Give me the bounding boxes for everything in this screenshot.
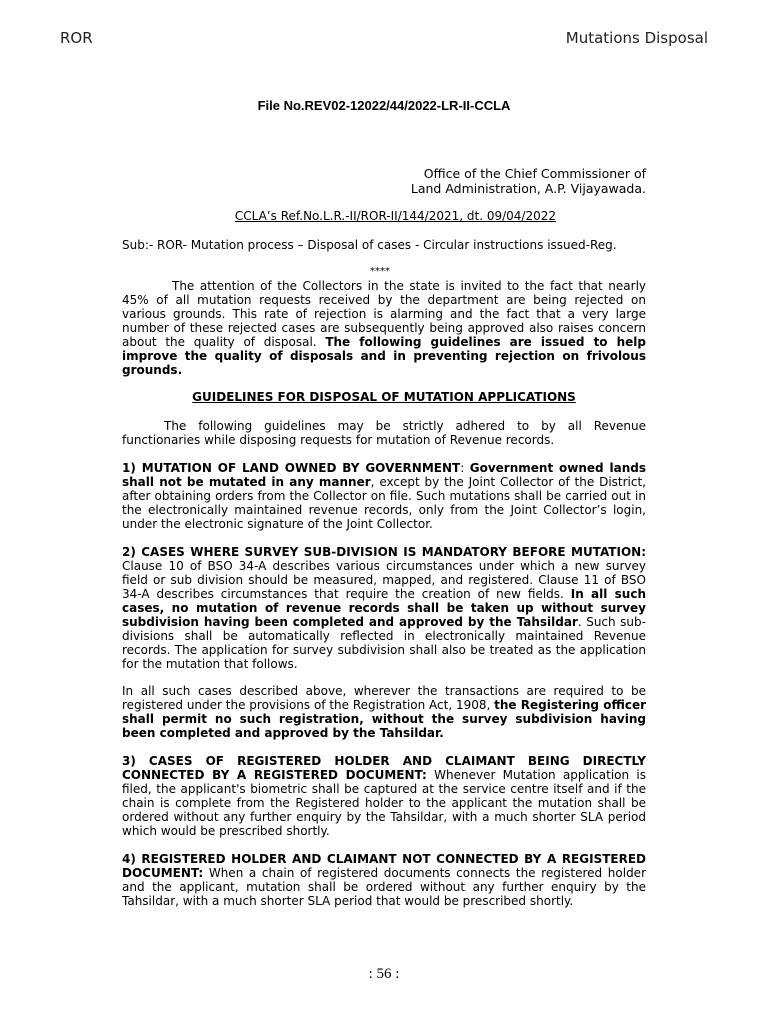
item-3-title: 3) CASES OF REGISTERED HOLDER AND CLAIMANT BEING DIRECTLY CONNECTED BY A REGISTERED DOCUMENT: [122,754,646,782]
item-2-title: 2) CASES WHERE SURVEY SUB-DIVISION IS MANDATORY BEFORE MUTATION: [122,545,646,559]
item-2-bold-text: In all such cases, no mutation of revenue records shall be taken up without survey subdivision having been completed and approved by the Tahsildar [122,587,646,629]
item-1-title: 1) MUTATION OF LAND OWNED BY GOVERNMENT [122,461,461,475]
guideline-item-1 [122,461,646,531]
intro-bold-text: The following guidelines are issued to help improve the quality of disposals and in preventing rejection on frivolous grounds. [122,335,646,377]
section-heading: GUIDELINES FOR DISPOSAL OF MUTATION APPLICATIONS [192,390,576,404]
separator-stars: **** [370,266,390,277]
office-line-2: Land Administration, A.P. Vijayawada. [410,181,646,196]
preamble-paragraph: The following guidelines may be strictly adhered to by all Revenue functionaries while disposing requests for mutation of Revenue records. [122,419,646,447]
item-2-text-1: Clause 10 of BSO 34-A describes various circumstances under which a new survey field or sub division should be measured, mapped, and registered. Clause 11 of BSO 34-A describes circumstances that require the creation of new fields. [122,559,646,601]
guideline-item-2 [122,545,646,671]
subject-line: Sub:- ROR- Mutation process – Disposal of cases - Circular instructions issued-Reg. [122,238,617,252]
office-address [411,166,646,196]
registration-note [122,684,646,740]
item-1-text: , except by the Joint Collector of the District, after obtaining orders from the Collector on file. Such mutations shall be carried out in the electronically maintained revenue records, only from the Joint Collector’s login, under the electronic signature of the Joint Collector. [122,475,646,531]
running-header-right: Mutations Disposal [565,29,708,47]
item-1-bold-text: Government owned lands shall not be mutated in any manner [122,461,646,489]
intro-text: The attention of the Collectors in the state is invited to the fact that nearly 45% of all mutation requests received by the department are being rejected on various grounds. This rate of rejection is alarming and the fact that a very large number of these rejected cases are subsequently being approved also raises concern about the quality of disposal. [122,279,646,349]
file-number: File No.REV02-12022/44/2022-LR-II-CCLA [257,98,511,113]
guideline-item-3 [122,754,646,838]
running-header-left: ROR [60,29,93,47]
note-bold-text: the Registering officer shall permit no such registration, without the survey subdivision having been completed and approved by the Tahsildar. [122,698,646,740]
reference-number: CCLA’s Ref.No.L.R.-II/ROR-II/144/2021, dt. 09/04/2022 [234,209,556,223]
item-2-text-2: . Such sub-divisions shall be automatically reflected in electronically maintained Revenue records. The application for survey subdivision shall also be treated as the application for the mutation that follows. [122,615,646,671]
item-4-title: 4) REGISTERED HOLDER AND CLAIMANT NOT CONNECTED BY A REGISTERED DOCUMENT: [122,852,646,880]
item-1-colon: : [460,461,470,475]
note-text: In all such cases described above, wherever the transactions are required to be registered under the provisions of the Registration Act, 1908, [122,684,646,712]
item-4-text: When a chain of registered documents connects the registered holder and the applicant, mutation shall be ordered without any further enquiry by the Tahsildar, with a much shorter SLA period that would be prescribed shortly. [122,866,646,908]
intro-paragraph [122,279,646,377]
office-line-1: Office of the Chief Commissioner of [423,166,646,181]
item-3-text: Whenever Mutation application is filed, the applicant's biometric shall be captured at the service centre itself and if the chain is complete from the Registered holder to the applicant the mutation shall be ordered without any further enquiry by the Tahsildar, with a much shorter SLA period which would be prescribed shortly. [122,768,646,838]
page-number: : 56 : [368,966,400,982]
guideline-item-4 [122,852,646,908]
